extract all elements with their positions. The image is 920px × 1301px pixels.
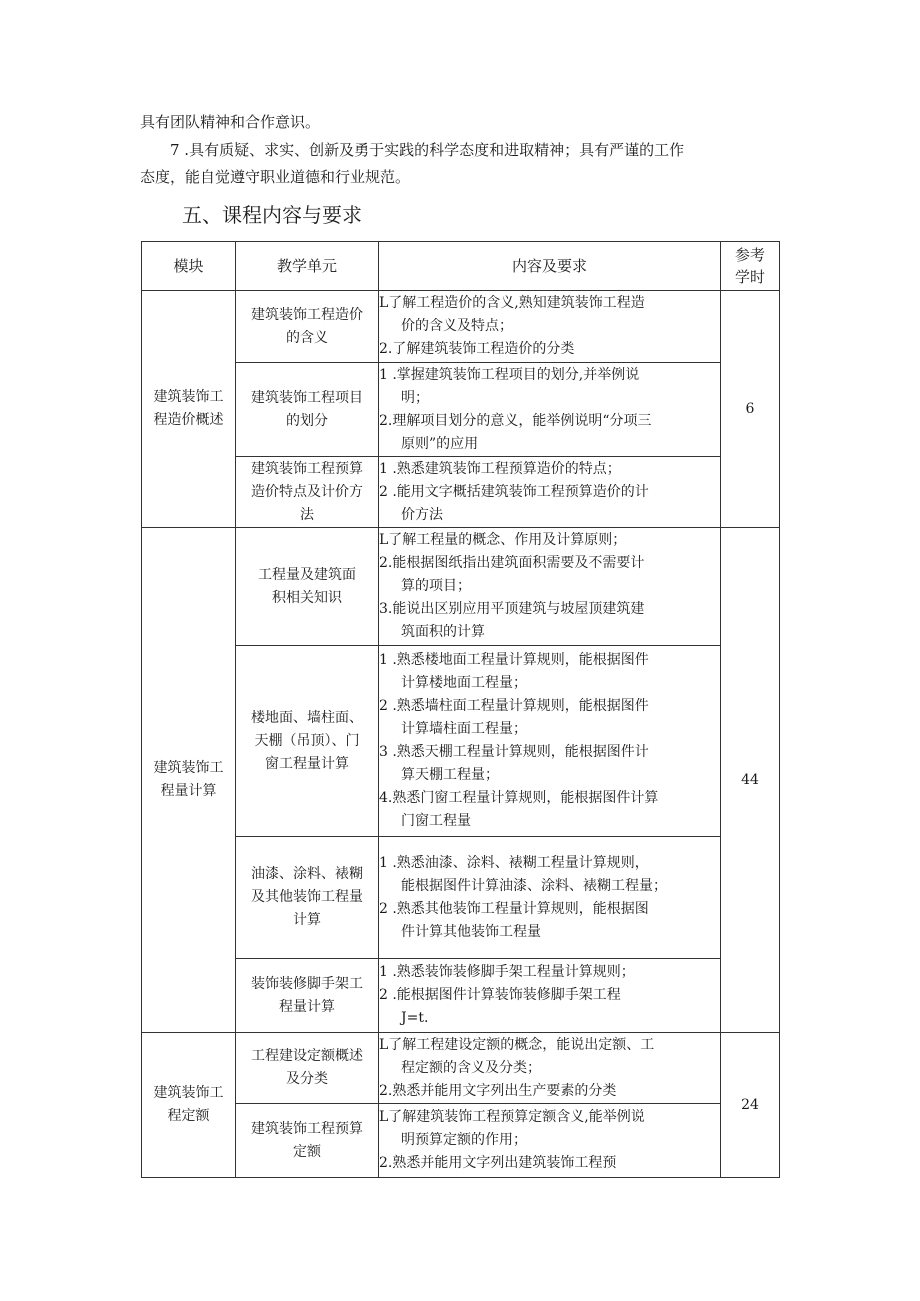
course-content-table xyxy=(141,241,780,1178)
content-cell xyxy=(379,363,721,457)
unit-cell xyxy=(236,363,379,457)
module-cell xyxy=(142,1033,236,1178)
content-line: J=t. xyxy=(401,1010,429,1026)
content-line: 计算楼地面工程量； xyxy=(401,675,527,691)
content-line: 2.了解建筑装饰工程造价的分类 xyxy=(379,341,575,357)
unit-cell xyxy=(236,959,379,1033)
table-row xyxy=(142,959,780,1033)
unit-name-line: 及分类 xyxy=(286,1071,328,1087)
content-line: 2.熟悉并能用文字列出建筑装饰工程预 xyxy=(379,1155,617,1171)
header-unit: 教学单元 xyxy=(236,242,379,291)
content-line: 算天棚工程量； xyxy=(401,767,499,783)
intro-line-3: 态度，能自觉遵守职业道德和行业规范。 xyxy=(140,168,411,186)
unit-name-line: 程量计算 xyxy=(279,998,335,1015)
content-line: L了解工程量的概念、作用及计算原则； xyxy=(379,532,627,548)
unit-name-line: 积相关知识 xyxy=(272,589,342,606)
content-line: 2.理解项目划分的意义，能举例说明“分项三 xyxy=(379,412,652,429)
content-line: 3 .熟悉天棚工程量计算规则，能根据图件计 xyxy=(379,744,649,760)
unit-name-line: 油漆、涂料、裱糊 xyxy=(251,866,363,882)
table-header-row xyxy=(142,242,780,291)
unit-cell xyxy=(236,1104,379,1178)
content-line: 价方法 xyxy=(401,506,443,523)
unit-name-line: 工程量及建筑面 xyxy=(258,566,356,583)
content-cell xyxy=(379,959,721,1033)
unit-name-line: 建筑装饰工程预算 xyxy=(251,1120,363,1137)
content-line: 程定额的含义及分类； xyxy=(401,1059,541,1076)
content-line: 明预算定额的作用； xyxy=(401,1132,527,1148)
content-line: 1 .熟悉建筑装饰工程预算造价的特点； xyxy=(379,460,621,477)
content-line: 价的含义及特点； xyxy=(401,318,513,334)
content-cell xyxy=(379,1104,721,1178)
section-title: 五、课程内容与要求 xyxy=(182,203,362,227)
hours-cell: 24 xyxy=(721,1033,780,1178)
content-line: 原则”的应用 xyxy=(401,435,479,452)
table-row xyxy=(142,1104,780,1178)
content-line: 4.熟悉门窗工程量计算规则，能根据图件计算 xyxy=(379,790,659,806)
content-line: 计算墙柱面工程量； xyxy=(401,721,527,737)
table-row xyxy=(142,363,780,457)
unit-cell xyxy=(236,291,379,363)
unit-cell xyxy=(236,528,379,646)
unit-cell xyxy=(236,457,379,528)
module-cell xyxy=(142,528,236,1033)
hours-cell: 6 xyxy=(721,291,780,528)
unit-name-line: 建筑装饰工程项目 xyxy=(251,389,363,406)
content-line: 门窗工程量 xyxy=(401,813,471,829)
unit-name-line: 造价特点及计价方 xyxy=(251,483,363,500)
content-line: 1 .熟悉油漆、涂料、裱糊工程量计算规则， xyxy=(379,854,649,871)
table-row xyxy=(142,646,780,837)
content-line: 2.能根据图纸指出建筑面积需要及不需要计 xyxy=(379,555,645,571)
content-line: L了解工程造价的含义,熟知建筑装饰工程造 xyxy=(379,295,645,311)
module-name-line: 程量计算 xyxy=(160,783,217,799)
header-hours-line: 学时 xyxy=(734,268,765,286)
table-row xyxy=(142,528,780,646)
table-row xyxy=(142,291,780,363)
unit-name-line: 法 xyxy=(300,506,314,523)
unit-cell xyxy=(236,837,379,959)
content-cell xyxy=(379,457,721,528)
content-line: 2 .熟悉墙柱面工程量计算规则，能根据图件 xyxy=(379,698,649,714)
content-cell xyxy=(379,1033,721,1104)
unit-name-line: 窗工程量计算 xyxy=(265,755,349,772)
content-line: 1 .掌握建筑装饰工程项目的划分,并举例说 xyxy=(379,366,640,383)
header-hours xyxy=(721,242,780,291)
unit-name-line: 楼地面、墙柱面、 xyxy=(251,709,363,726)
content-line: L了解建筑装饰工程预算定额含义,能举例说 xyxy=(379,1109,645,1125)
table-row xyxy=(142,837,780,959)
intro-line-1: 具有团队精神和合作意识。 xyxy=(140,113,321,131)
content-line: 2 .能根据图件计算装饰装修脚手架工程 xyxy=(379,987,621,1003)
module-name-line: 建筑装饰工 xyxy=(153,1085,224,1101)
content-line: 2 .能用文字概括建筑装饰工程预算造价的计 xyxy=(379,483,649,500)
module-name-line: 程造价概述 xyxy=(153,412,224,428)
unit-cell xyxy=(236,646,379,837)
unit-name-line: 及其他装饰工程量 xyxy=(251,889,363,905)
content-line: 3.能说出区别应用平顶建筑与坡屋顶建筑建 xyxy=(379,601,645,617)
content-line: L了解工程建设定额的概念，能说出定额、工 xyxy=(379,1036,655,1053)
content-line: 算的项目； xyxy=(401,578,471,594)
content-cell xyxy=(379,291,721,363)
content-line: 明； xyxy=(401,389,429,406)
intro-line-2: 7 .具有质疑、求实、创新及勇于实践的科学态度和进取精神；具有严谨的工作 xyxy=(170,141,685,159)
module-cell xyxy=(142,291,236,528)
unit-name-line: 的含义 xyxy=(286,329,328,346)
header-hours-line: 参考 xyxy=(734,246,765,264)
content-line: 2 .熟悉其他装饰工程量计算规则，能根据图 xyxy=(379,900,649,917)
content-line: 件计算其他装饰工程量 xyxy=(401,923,541,940)
table-row xyxy=(142,1033,780,1104)
content-line: 能根据图件计算油漆、涂料、裱糊工程量； xyxy=(401,877,667,894)
unit-name-line: 工程建设定额概述 xyxy=(251,1048,363,1064)
content-cell xyxy=(379,528,721,646)
unit-name-line: 建筑装饰工程造价 xyxy=(251,306,363,323)
table-row xyxy=(142,457,780,528)
unit-name-line: 定额 xyxy=(293,1143,321,1160)
content-cell xyxy=(379,837,721,959)
module-name-line: 程定额 xyxy=(167,1108,210,1124)
hours-cell: 44 xyxy=(721,528,780,1033)
unit-cell xyxy=(236,1033,379,1104)
module-name-line: 建筑装饰工 xyxy=(153,760,224,776)
content-line: 1 .熟悉楼地面工程量计算规则，能根据图件 xyxy=(379,652,649,668)
content-cell xyxy=(379,646,721,837)
unit-name-line: 计算 xyxy=(293,912,321,928)
header-module: 模块 xyxy=(142,242,236,291)
header-content: 内容及要求 xyxy=(379,242,721,291)
table-body xyxy=(142,291,780,1178)
unit-name-line: 的划分 xyxy=(286,412,328,429)
module-name-line: 建筑装饰工 xyxy=(153,389,224,405)
unit-name-line: 建筑装饰工程预算 xyxy=(251,460,363,477)
content-line: 2.熟悉并能用文字列出生产要素的分类 xyxy=(379,1082,617,1099)
content-line: 1 .熟悉装饰装修脚手架工程量计算规则； xyxy=(379,964,635,980)
unit-name-line: 天棚（吊顶）、门 xyxy=(254,732,360,749)
content-line: 筑面积的计算 xyxy=(401,624,485,640)
unit-name-line: 装饰装修脚手架工 xyxy=(251,975,363,992)
